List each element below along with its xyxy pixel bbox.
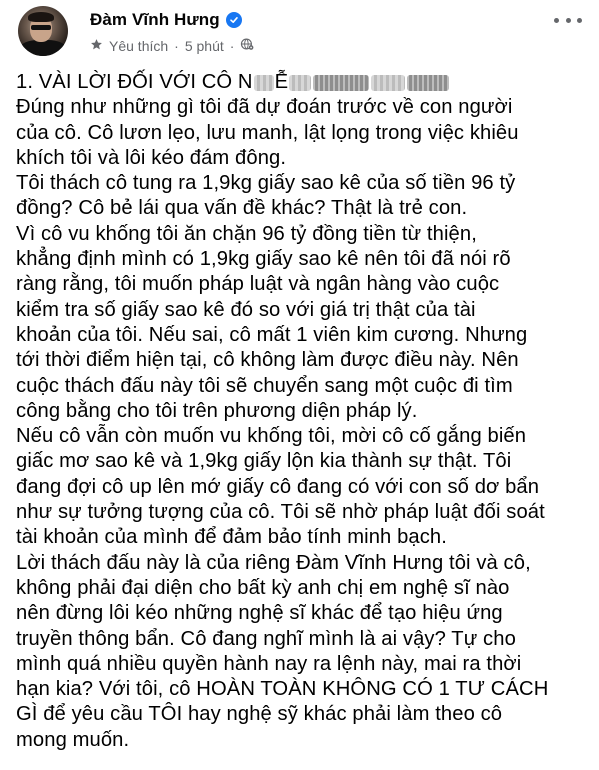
body-line: GÌ để yêu cầu TÔI hay nghệ sỹ khác phải làm theo cô — [16, 703, 503, 726]
globe-settings-icon[interactable] — [240, 37, 254, 54]
verified-badge-icon — [226, 12, 242, 28]
redaction-block — [313, 75, 369, 91]
body-line: khoản của tôi. Nếu sai, cô mất 1 viên kim cương. Nhưng — [16, 323, 528, 346]
body-line: của cô. Cô lươn lẹo, lưu manh, lật lọng trong việc khiêu — [16, 121, 519, 144]
redaction-block — [254, 75, 274, 91]
body-line: khích tôi và lôi kéo đám đông. — [16, 146, 287, 169]
redaction-block — [289, 75, 311, 91]
body-line: tới thời điểm hiện tại, cô không làm được điều này. Nên — [16, 349, 519, 372]
star-icon — [90, 38, 103, 54]
body-line: truyền thông bẩn. Cô đang nghĩ mình là ai vậy? Tự cho — [16, 627, 516, 650]
like-label: Yêu thích — [109, 37, 169, 54]
body-line: Lời thách đấu này là của riêng Đàm Vĩnh Hưng tôi và cô, — [16, 551, 531, 574]
meta-separator: · — [174, 37, 179, 54]
body-line: Vì cô vu khống tôi ăn chặn 96 tỷ đồng tiền từ thiện, — [16, 222, 477, 245]
body-line: Đúng như những gì tôi đã dự đoán trước về con người — [16, 96, 513, 119]
redaction-block — [407, 75, 449, 91]
body-line: tài khoản của mình để đảm bảo tính minh bạch. — [16, 526, 447, 549]
redaction-block — [371, 75, 405, 91]
body-line: Tôi thách cô tung ra 1,9kg giấy sao kê của số tiền 96 tỷ — [16, 172, 516, 195]
post-time[interactable]: 5 phút — [184, 37, 224, 54]
body-line: mong muốn. — [16, 728, 130, 751]
title-visible-fragment: Ễ — [274, 71, 289, 93]
body-line: đang đợi cô up lên mớ giấy cô đang có với con số dơ bẩn — [16, 475, 540, 498]
post-title — [16, 70, 591, 95]
body-line: nên đừng lôi kéo những nghệ sĩ khác để tạo hiệu ứng — [16, 602, 503, 625]
body-line: kiểm tra số giấy sao kê đó so với giá trị thật của tài — [16, 298, 476, 321]
more-options-icon[interactable] — [554, 10, 582, 30]
body-line: đồng? Cô bẻ lái qua vấn đề khác? Thật là trẻ con. — [16, 197, 468, 220]
body-line: ràng rằng, tôi muốn pháp luật và ngân hàng vào cuộc — [16, 273, 500, 296]
title-prefix: 1. VÀI LỜI ĐỐI VỚI CÔ N — [16, 71, 253, 93]
body-line: không phải đại diện cho bất kỳ anh chị em nghệ sĩ nào — [16, 576, 510, 599]
post-header — [0, 0, 599, 64]
author-name[interactable]: Đàm Vĩnh Hưng — [90, 10, 220, 29]
author-name-row — [90, 10, 242, 30]
body-line: cuộc thách đấu này tôi sẽ chuyển sang một cuộc đi tìm — [16, 374, 513, 397]
meta-separator-2: · — [229, 37, 235, 54]
post-body — [16, 70, 591, 753]
post-meta — [90, 37, 254, 54]
body-line: mình quá nhiều quyền hành nay ra lệnh này, mai ra thời — [16, 652, 522, 675]
body-line: hạn kia? Với tôi, cô HOÀN TOÀN KHÔNG CÓ 1 TƯ CÁCH — [16, 678, 549, 701]
body-line: như sự tưởng tượng của cô. Tôi sẽ nhờ pháp luật đối soát — [16, 501, 545, 524]
body-line: khẳng định mình có 1,9kg giấy sao kê nên tôi đã nói rõ — [16, 248, 511, 271]
author-avatar[interactable] — [18, 6, 68, 56]
body-line: giấc mơ sao kê và 1,9kg giấy lộn kia thành sự thật. Tôi — [16, 450, 512, 473]
body-line: Nếu cô vẫn còn muốn vu khống tôi, mời cô cố gắng biến — [16, 425, 527, 448]
body-line: công bằng cho tôi trên phương diện pháp lý. — [16, 399, 418, 422]
